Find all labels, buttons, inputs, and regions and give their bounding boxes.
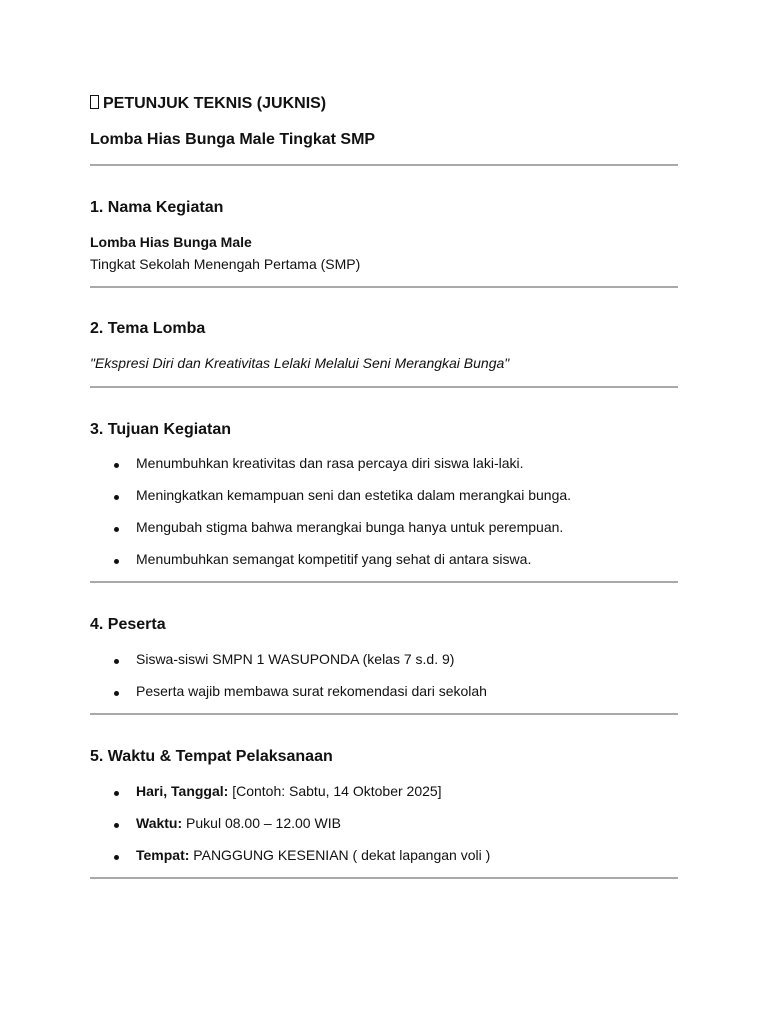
list-item-text: Peserta wajib membawa surat rekomendasi dari sekolah <box>136 683 487 699</box>
bullet-icon <box>114 659 119 664</box>
divider <box>90 164 678 166</box>
list-item-text <box>136 847 490 863</box>
bullet-icon <box>114 559 119 564</box>
activity-name: Lomba Hias Bunga Male <box>90 234 252 250</box>
section-heading-waktu-tempat: 5. Waktu & Tempat Pelaksanaan <box>90 748 333 765</box>
bullet-icon <box>114 691 119 696</box>
field-label: Hari, Tanggal: <box>136 783 229 799</box>
divider <box>90 286 678 288</box>
section-heading-nama-kegiatan: 1. Nama Kegiatan <box>90 199 224 216</box>
list-item-text: Menumbuhkan kreativitas dan rasa percaya diri siswa laki-laki. <box>136 455 524 471</box>
bullet-icon <box>114 855 119 860</box>
list-item-text <box>136 783 442 799</box>
bullet-icon <box>114 791 119 796</box>
list-item-text <box>136 815 341 831</box>
field-value: [Contoh: Sabtu, 14 Oktober 2025] <box>228 783 442 799</box>
list-item-text: Menumbuhkan semangat kompetitif yang sehat di antara siswa. <box>136 551 532 567</box>
divider <box>90 713 678 715</box>
divider <box>90 877 678 879</box>
document-subtitle: Lomba Hias Bunga Male Tingkat SMP <box>90 131 376 148</box>
bullet-icon <box>114 527 119 532</box>
document-title-text: PETUNJUK TEKNIS (JUKNIS) <box>103 95 327 112</box>
field-label: Tempat: <box>136 847 190 863</box>
list-item-text: Mengubah stigma bahwa merangkai bunga hanya untuk perempuan. <box>136 519 564 535</box>
bullet-icon <box>114 495 119 500</box>
list-item-text: Siswa-siswi SMPN 1 WASUPONDA (kelas 7 s.d. 9) <box>136 651 455 667</box>
section-heading-tema-lomba: 2. Tema Lomba <box>90 320 206 337</box>
bullet-icon <box>114 823 119 828</box>
missing-glyph-icon <box>90 95 99 109</box>
section-heading-tujuan-kegiatan: 3. Tujuan Kegiatan <box>90 421 232 438</box>
competition-theme: "Ekspresi Diri dan Kreativitas Lelaki Melalui Seni Merangkai Bunga" <box>90 355 510 371</box>
field-label: Waktu: <box>136 815 183 831</box>
activity-level: Tingkat Sekolah Menengah Pertama (SMP) <box>90 256 361 272</box>
divider <box>90 581 678 583</box>
field-value: Pukul 08.00 – 12.00 WIB <box>182 815 341 831</box>
document-title <box>90 95 326 113</box>
field-value: PANGGUNG KESENIAN ( dekat lapangan voli ) <box>189 847 491 863</box>
section-heading-peserta: 4. Peserta <box>90 616 166 633</box>
divider <box>90 386 678 388</box>
bullet-icon <box>114 463 119 468</box>
list-item-text: Meningkatkan kemampuan seni dan estetika dalam merangkai bunga. <box>136 487 572 503</box>
